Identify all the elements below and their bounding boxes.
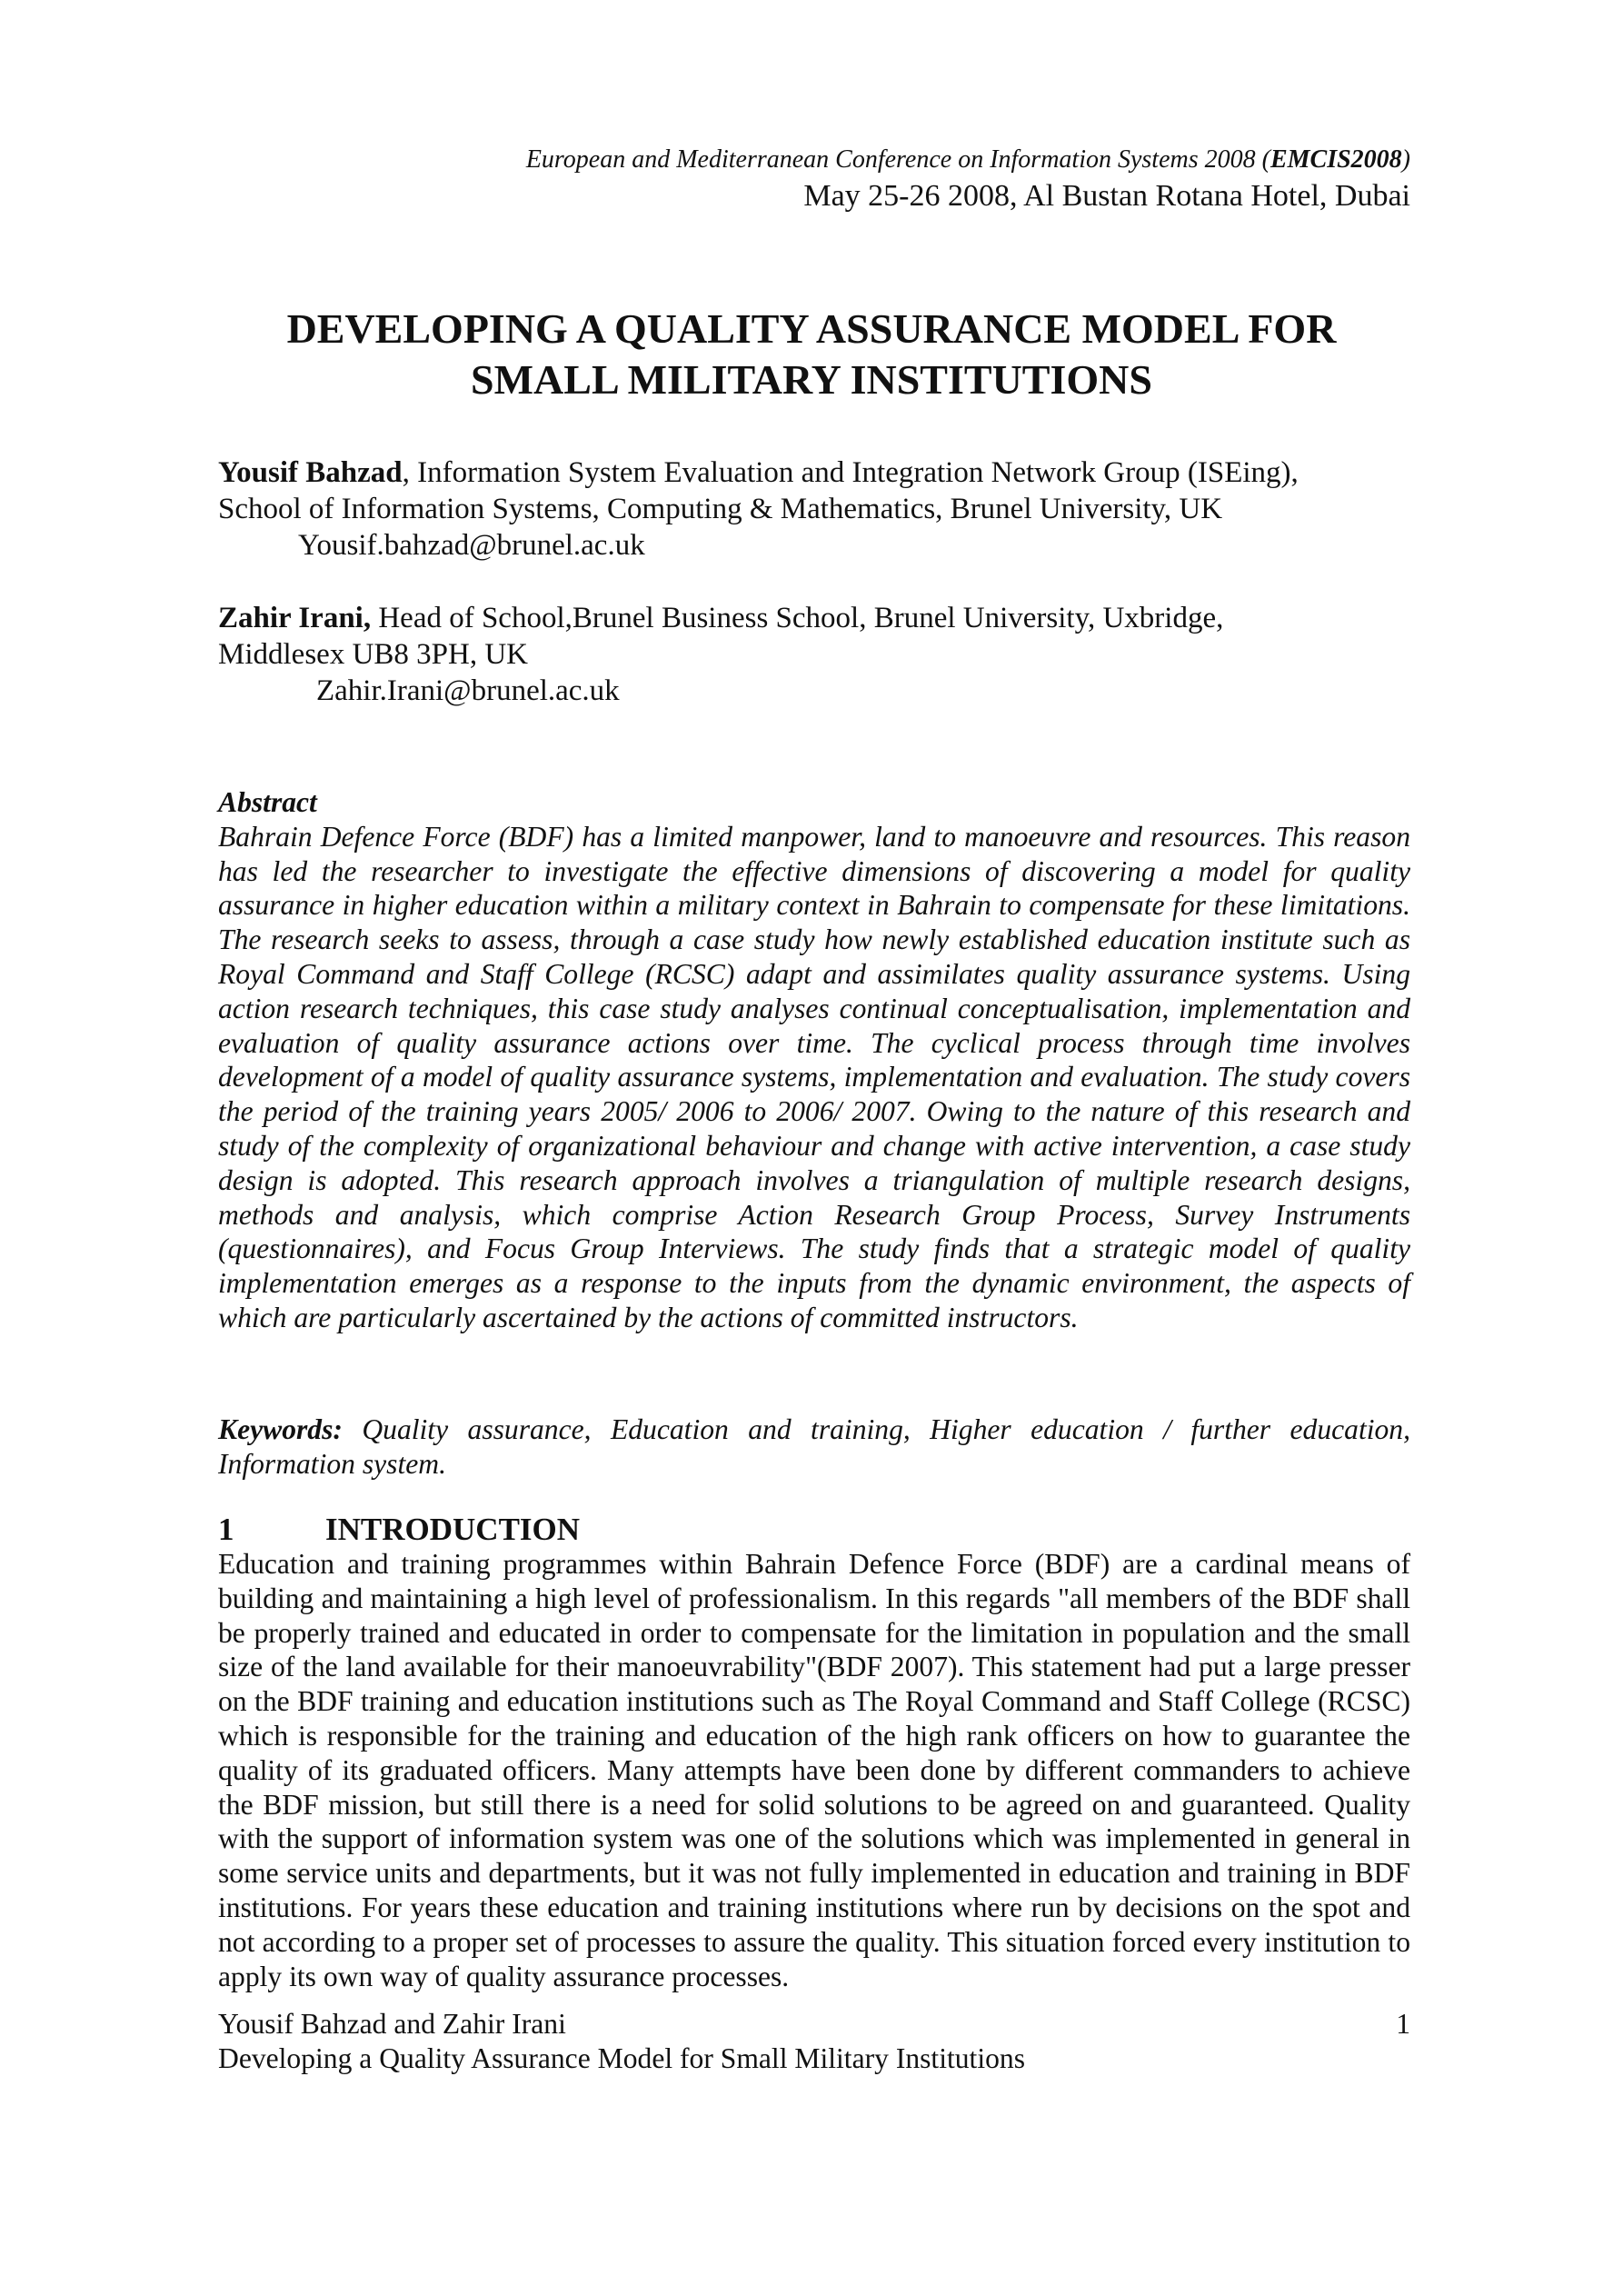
conference-name bbox=[526, 144, 1410, 176]
footer-authors: Yousif Bahzad and Zahir Irani bbox=[218, 2008, 566, 2040]
author-list bbox=[218, 454, 1410, 745]
page-number: 1 bbox=[1396, 2008, 1410, 2040]
author-affiliation: Head of School,Brunel Business School, Brunel University, Uxbridge, bbox=[371, 602, 1224, 634]
section-body bbox=[218, 1547, 1410, 1993]
section-heading bbox=[218, 1511, 580, 1549]
author-entry bbox=[218, 600, 1410, 709]
conference-abbrev: EMCIS2008 bbox=[1270, 145, 1402, 174]
author-entry bbox=[218, 454, 1410, 564]
running-footer bbox=[218, 2007, 1025, 2076]
introduction-text: Education and training programmes within Bahrain Defence Force (BDF) are a cardinal means of building and maintaining a high level of professionalism. In this regards "all members of the BDF shall be properly trained and educated in order to compensate for the limitation in population and the small size of the land available for their manoeuvrability"(BDF 2007). This statement had put a large presser on the BDF training and education institutions such as The Royal Command and Staff College (RCSC) which is responsible for the training and education of the high rank officers on how to guarantee the quality of its graduated officers. Many attempts have been done by different commanders to achieve the BDF mission, but still there is a need for solid solutions to be agreed on and guaranteed. Quality with the support of information system was one of the solutions which was implemented in general in some service units and departments, but it was not fully implemented in education and training in BDF institutions. For years these education and training institutions where run by decisions on the spot and not according to a proper set of processes to assure the quality. This situation forced every institution to apply its own way of quality assurance processes. bbox=[218, 1548, 1410, 1992]
abstract-text: Bahrain Defence Force (BDF) has a limited manpower, land to manoeuvre and resources. This reason has led the researcher to investigate the effective dimensions of discovering a model for quality assurance in higher education within a military context in Bahrain to compensate for these limitations. The research seeks to assess, through a case study how newly established education institute such as Royal Command and Staff College (RCSC) adapt and assimilates quality assurance systems. Using action research techniques, this case study analyses continual conceptualisation, implementation and evaluation of quality assurance actions over time. The cyclical process through time involves development of a model of quality assurance systems, implementation and evaluation. The study covers the period of the training years 2005/ 2006 to 2006/ 2007. Owing to the nature of this research and study of the complexity of organizational behaviour and change with active intervention, a case study design is adopted. This research approach involves a triangulation of multiple research designs, methods and analysis, which comprise Action Research Group Process, Survey Instruments (questionnaires), and Focus Group Interviews. The study finds that a strategic model of quality implementation emerges as a response to the inputs from the dynamic environment, the aspects of which are particularly ascertained by the actions of committed instructors. bbox=[218, 820, 1410, 1333]
author-email: Zahir.Irani@brunel.ac.uk bbox=[316, 674, 620, 707]
author-name: Yousif Bahzad bbox=[218, 456, 403, 489]
title-line-1: DEVELOPING A QUALITY ASSURANCE MODEL FOR bbox=[286, 305, 1337, 352]
conference-prefix: European and Mediterranean Conference on Information Systems 2008 ( bbox=[525, 145, 1270, 174]
author-name: Zahir Irani, bbox=[218, 602, 372, 634]
author-affiliation-cont: School of Information Systems, Computing & Mathematics, Brunel University, UK bbox=[218, 493, 1223, 525]
author-affiliation: , Information System Evaluation and Integration Network Group (ISEing), bbox=[402, 456, 1299, 489]
keywords-text: Quality assurance, Education and training, Higher education / further education, Information system. bbox=[218, 1413, 1410, 1480]
author-email: Yousif.bahzad@brunel.ac.uk bbox=[298, 529, 645, 562]
abstract-section bbox=[218, 785, 1410, 1335]
conference-suffix: ) bbox=[1401, 145, 1410, 174]
conference-venue: May 25-26 2008, Al Bustan Rotana Hotel, Dubai bbox=[803, 179, 1410, 213]
footer-paper-title: Developing a Quality Assurance Model for Small Military Institutions bbox=[218, 2042, 1026, 2074]
keywords-section bbox=[218, 1413, 1410, 1482]
section-title: INTRODUCTION bbox=[325, 1512, 581, 1547]
running-header bbox=[526, 144, 1410, 216]
paper-title bbox=[218, 304, 1405, 405]
title-line-2: SMALL MILITARY INSTITUTIONS bbox=[471, 356, 1152, 403]
section-number: 1 bbox=[218, 1512, 234, 1547]
keywords-heading: Keywords: bbox=[218, 1413, 343, 1445]
author-affiliation-cont: Middlesex UB8 3PH, UK bbox=[218, 638, 529, 671]
abstract-heading: Abstract bbox=[218, 786, 317, 818]
